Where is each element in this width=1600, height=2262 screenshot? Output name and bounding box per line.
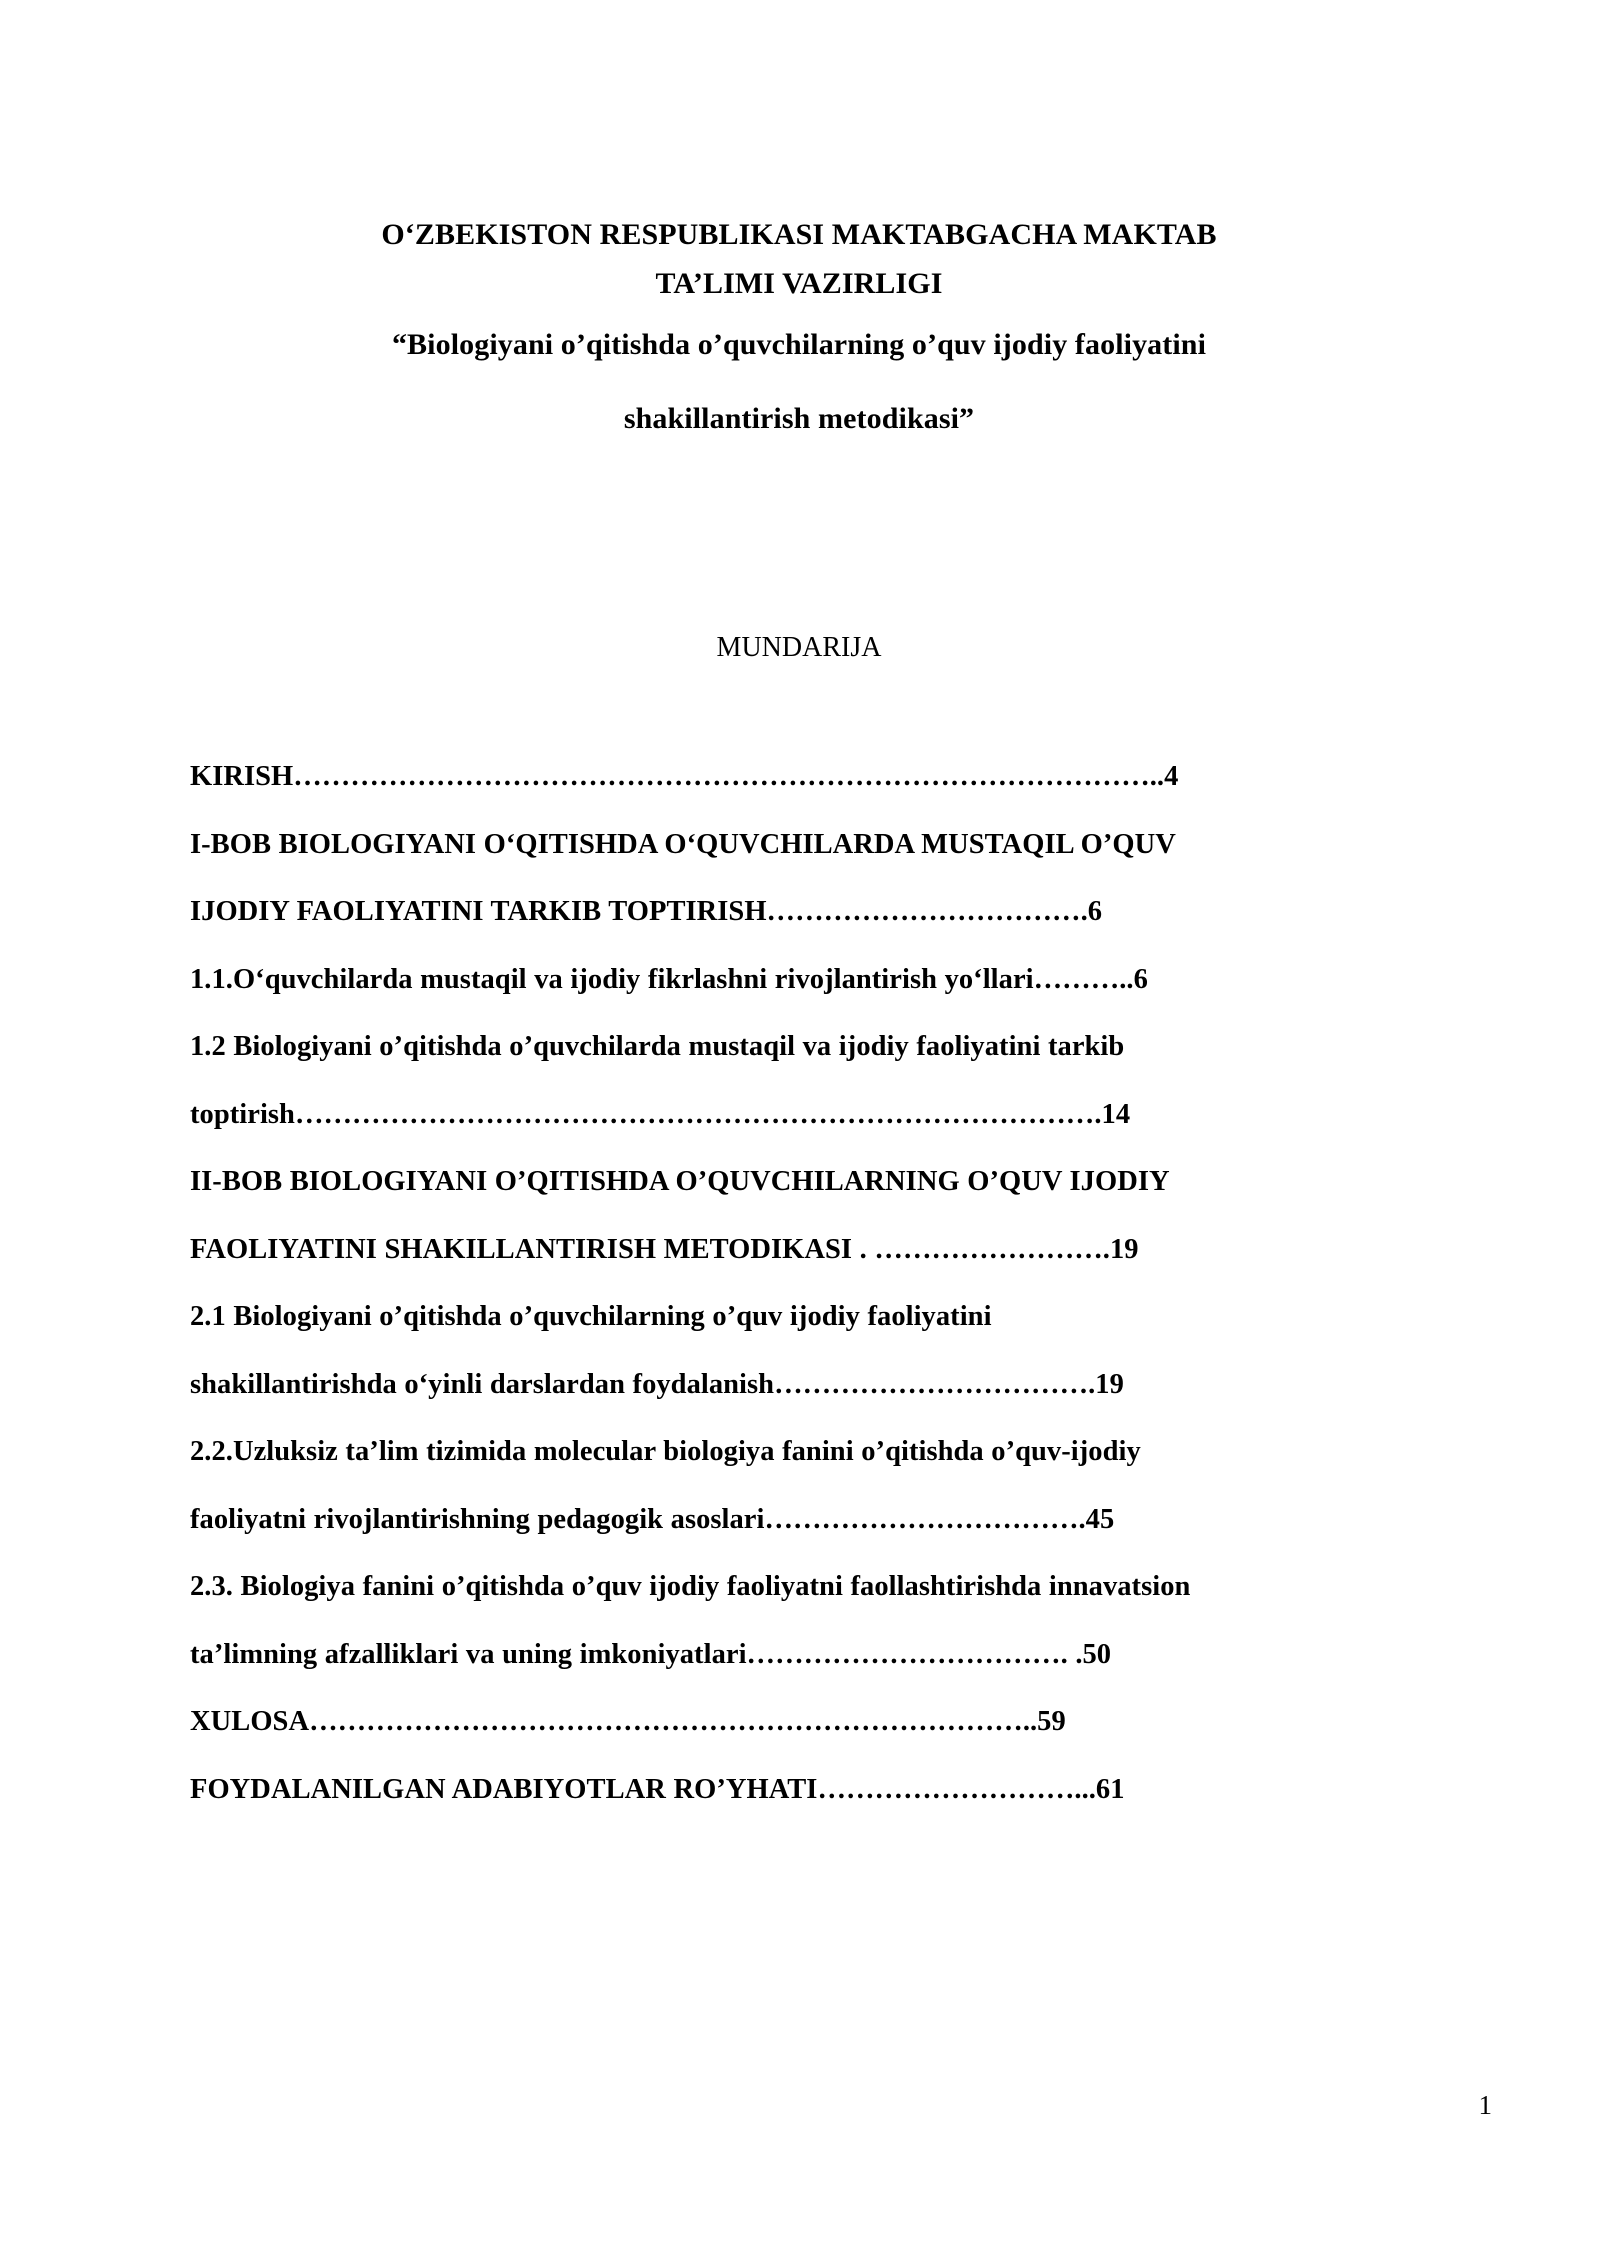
toc-entry[interactable]: I-BOB BIOLOGIYANI O‘QITISHDA O‘QUVCHILARDA MUSTAQIL O’QUV — [190, 828, 1176, 860]
page-number: 1 — [1478, 2090, 1492, 2120]
toc-entry[interactable]: shakillantirishda o‘yinli darslardan foydalanish…………………………….19 — [190, 1368, 1124, 1400]
toc-entry[interactable]: FAOLIYATINI SHAKILLANTIRISH METODIKASI . …………………….19 — [190, 1233, 1139, 1265]
toc-entry[interactable]: 1.1.O‘quvchilarda mustaqil va ijodiy fikrlashni rivojlantirish yo‘llari………..6 — [190, 963, 1148, 995]
toc-entry[interactable]: 2.1 Biologiyani o’qitishda o’quvchilarning o’quv ijodiy faoliyatini — [190, 1301, 992, 1332]
toc-entry[interactable]: ta’limning afzalliklari va uning imkoniyatlari……………………………. .50 — [190, 1638, 1112, 1670]
toc-heading: MUNDARIJA — [716, 632, 882, 663]
toc-entry[interactable]: 1.2 Biologiyani o’qitishda o’quvchilarda mustaqil va ijodiy faoliyatini tarkib — [190, 1031, 1125, 1062]
ministry-title-line-1: O‘ZBEKISTON RESPUBLIKASI MAKTABGACHA MAKTAB — [381, 218, 1217, 251]
thesis-title-line-2: shakillantirish metodikasi” — [623, 402, 975, 435]
toc-entry[interactable]: 2.3. Biologiya fanini o’qitishda o’quv ijodiy faoliyatni faollashtirishda innavatsion — [190, 1571, 1191, 1602]
toc-entry[interactable]: FOYDALANILGAN ADABIYOTLAR RO’YHATI………………………...61 — [190, 1773, 1125, 1805]
table-of-contents — [190, 743, 1408, 1823]
title-block — [190, 210, 1408, 456]
toc-entry[interactable]: II-BOB BIOLOGIYANI O’QITISHDA O’QUVCHILARNING O’QUV IJODIY — [190, 1166, 1170, 1197]
ministry-title-line-2: TA’LIMI VAZIRLIGI — [655, 267, 943, 300]
toc-entry[interactable]: faoliyatni rivojlantirishning pedagogik asoslari…………………………….45 — [190, 1503, 1115, 1535]
thesis-title-line-1: “Biologiyani o’qitishda o’quvchilarning o’quv ijodiy faoliyatini — [391, 328, 1207, 361]
toc-entry[interactable]: XULOSA…………………………………………………………………..59 — [190, 1706, 1066, 1737]
toc-entry[interactable]: toptirish………………………………………………………………………….14 — [190, 1098, 1131, 1130]
toc-entry[interactable]: IJODIY FAOLIYATINI TARKIB TOPTIRISH…………………………….6 — [190, 896, 1103, 927]
toc-entry[interactable]: 2.2.Uzluksiz ta’lim tizimida molecular biologiya fanini o’qitishda o’quv-ijodiy — [190, 1436, 1141, 1467]
page-content — [190, 0, 1408, 1823]
toc-entry[interactable]: KIRISH………………………………………………………………………………..4 — [190, 761, 1179, 792]
